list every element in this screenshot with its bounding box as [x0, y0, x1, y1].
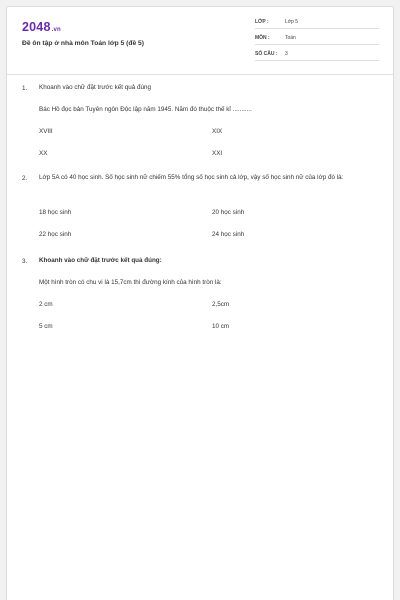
- meta-class-row: [255, 16, 379, 29]
- question-2-option-b[interactable]: 20 học sinh: [212, 209, 245, 216]
- question-2-option-a[interactable]: 18 học sinh: [39, 209, 72, 216]
- page-title: Đề ôn tập ở nhà môn Toán lớp 5 (đề 5): [22, 40, 144, 47]
- question-1-option-d[interactable]: XXI: [212, 150, 223, 157]
- worksheet: [6, 6, 394, 600]
- question-3-stem: Một hình tròn có chu vi là 15,7cm thì đường kính của hình tròn là:: [39, 279, 222, 286]
- question-3-option-c[interactable]: 5 cm: [39, 323, 53, 330]
- meta-count-label: SỐ CÂU :: [255, 51, 278, 57]
- question-1-option-c[interactable]: XX: [39, 150, 48, 157]
- question-3-option-d[interactable]: 10 cm: [212, 323, 230, 330]
- question-2-number: 2.: [22, 175, 28, 182]
- meta-count-row: [255, 48, 379, 61]
- meta-count-value: 3: [285, 51, 288, 57]
- question-2-option-d[interactable]: 24 học sinh: [212, 231, 245, 238]
- header-divider: [7, 74, 393, 75]
- question-3-option-b[interactable]: 2,5cm: [212, 301, 230, 308]
- question-2-prompt: Lớp 5A có 40 học sinh. Số học sinh nữ chiếm 55% tổng số học sinh cả lớp, vậy số học sinh nữ của lớp đó là:: [39, 174, 344, 181]
- meta-subject-value: Toán: [285, 35, 296, 41]
- meta-class-value: Lớp 5: [285, 19, 299, 25]
- site-logo[interactable]: [22, 20, 61, 34]
- logo-suffix: .vn: [51, 26, 61, 33]
- question-3-prompt: Khoanh vào chữ đặt trước kết quả đúng:: [39, 257, 162, 264]
- question-3-number: 3.: [22, 258, 28, 265]
- question-1-option-b[interactable]: XIX: [212, 128, 223, 135]
- logo-text: 2048: [22, 20, 51, 34]
- question-1-number: 1.: [22, 85, 28, 92]
- question-3-option-a[interactable]: 2 cm: [39, 301, 53, 308]
- meta-subject-row: [255, 32, 379, 45]
- question-1-prompt: Khoanh vào chữ đặt trước kết quả đúng: [39, 84, 151, 91]
- meta-subject-label: MÔN :: [255, 35, 270, 41]
- question-1-stem: Bác Hồ đọc bản Tuyên ngôn Độc lập năm 1945. Năm đó thuộc thế kỉ ...........: [39, 106, 252, 113]
- meta-class-label: LỚP :: [255, 19, 269, 25]
- question-2-option-c[interactable]: 22 học sinh: [39, 231, 72, 238]
- question-1-option-a[interactable]: XVIII: [39, 128, 53, 135]
